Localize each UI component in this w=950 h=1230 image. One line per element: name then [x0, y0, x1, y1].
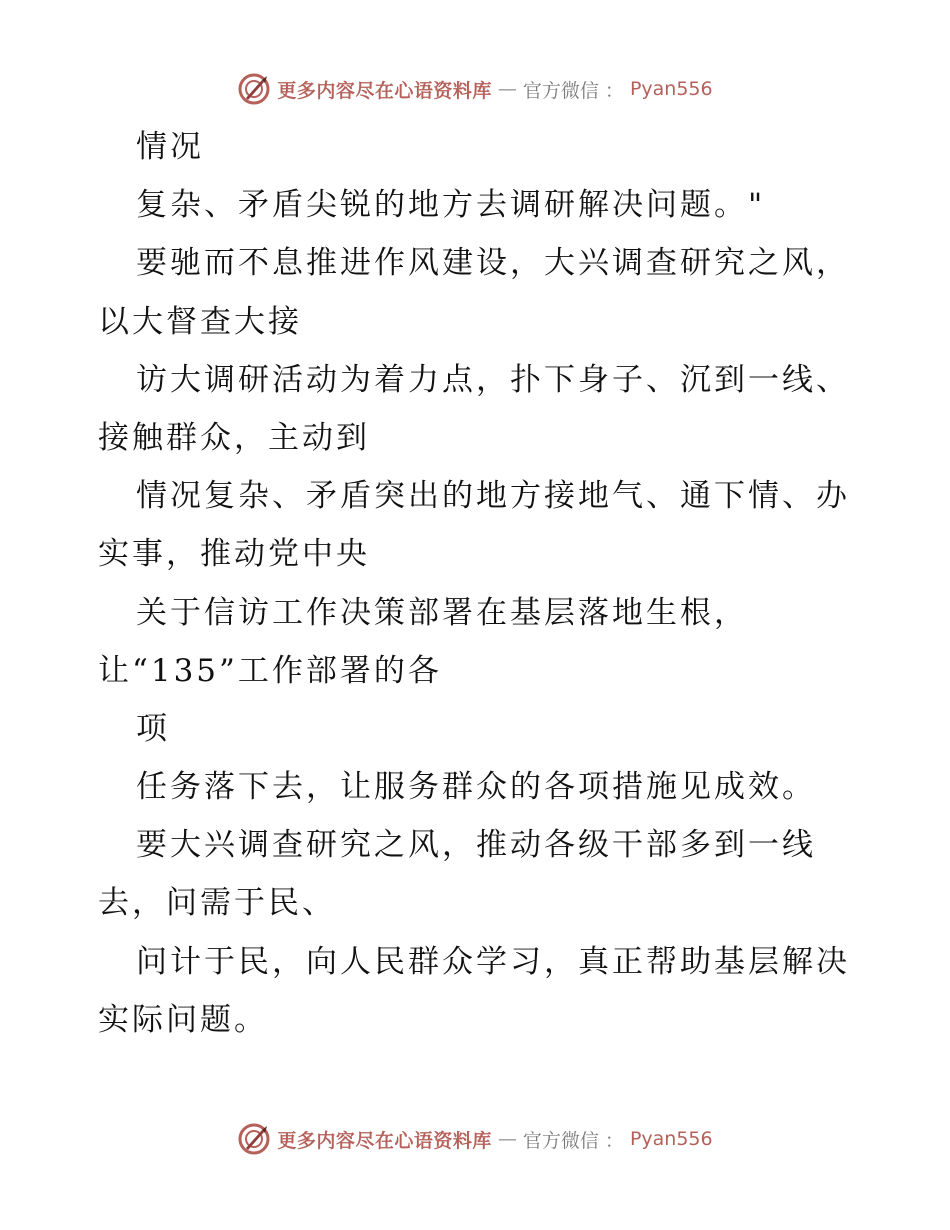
body-line: 关于信访工作决策部署在基层落地生根，: [136, 594, 748, 631]
body-line: 实际问题。: [98, 1001, 268, 1038]
body-line: 实事，推动党中央: [98, 536, 370, 573]
body-line: 复杂、矛盾尖锐的地方去调研解决问题。": [136, 187, 766, 224]
body-line: 去，问需于民、: [98, 885, 336, 922]
quill-pen-logo-icon: [237, 72, 271, 106]
quill-pen-logo-icon: [237, 1122, 271, 1156]
footer-wechat-handle: Pyan556: [629, 1128, 713, 1150]
body-line: 情况复杂、矛盾突出的地方接地气、通下情、办: [136, 478, 850, 515]
body-line: 接触群众，主动到: [98, 419, 370, 456]
footer-dash: —: [497, 1128, 517, 1150]
header-text: 更多内容尽在心语资料库: [277, 79, 492, 102]
header-wechat-handle: Pyan556: [629, 78, 713, 100]
header-watermark: [0, 72, 950, 106]
body-line: 情况: [136, 129, 204, 165]
header-separator: ：: [604, 79, 624, 102]
body-line: 任务落下去，让服务群众的各项措施见成效。: [136, 769, 816, 806]
header-wechat-label: 官方微信: [522, 79, 599, 102]
body-line: 要大兴调查研究之风，推动各级干部多到一线: [136, 827, 816, 864]
footer-watermark: [0, 1122, 950, 1156]
body-line: 要驰而不息推进作风建设，大兴调查研究之风，: [136, 245, 850, 282]
footer-text: 更多内容尽在心语资料库: [277, 1129, 492, 1152]
body-line: 访大调研活动为着力点，扑下身子、沉到一线、: [136, 361, 850, 398]
body-line: 让“135”工作部署的各: [98, 652, 442, 689]
document-body: [98, 118, 858, 1049]
footer-separator: ：: [604, 1129, 624, 1152]
footer-wechat-label: 官方微信: [522, 1129, 599, 1152]
body-line: 以大督查大接: [98, 303, 302, 340]
body-line: 问计于民，向人民群众学习，真正帮助基层解决: [136, 943, 850, 980]
header-dash: —: [497, 78, 517, 100]
body-line: 项: [136, 710, 170, 747]
